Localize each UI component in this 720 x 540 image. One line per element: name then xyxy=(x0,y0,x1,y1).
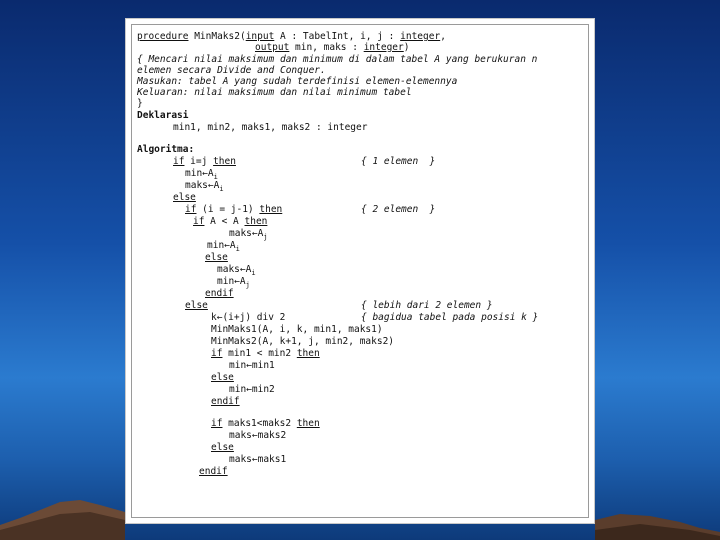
keyword-output: output xyxy=(255,42,290,53)
code-text: , xyxy=(440,31,446,42)
keyword-then: then xyxy=(296,418,320,429)
code-text: min←A xyxy=(217,276,246,287)
subscript: j xyxy=(245,280,250,289)
code-line-29: else xyxy=(211,372,234,383)
code-text: min1 < min2 xyxy=(222,348,297,359)
comment-4: { bagidua tabel pada posisi k } xyxy=(361,312,539,323)
code-line-35: maks←maks1 xyxy=(229,454,287,465)
code-text: min←A xyxy=(185,168,214,179)
code-line-4: elemen secara Divide and Conquer. xyxy=(137,65,326,76)
code-line-36: endif xyxy=(199,466,228,477)
keyword-then: then xyxy=(244,216,268,227)
code-line-32 xyxy=(211,418,320,429)
code-line-34: else xyxy=(211,442,234,453)
code-line-8: Deklarasi xyxy=(137,110,189,121)
keyword-if: if xyxy=(185,204,197,215)
code-line-31: endif xyxy=(211,396,240,407)
code-line-9: min1, min2, maks1, maks2 : integer xyxy=(173,122,368,133)
comment-3: { lebih dari 2 elemen } xyxy=(361,300,493,311)
subscript: i xyxy=(251,268,256,277)
code-text: ) xyxy=(403,42,410,53)
code-line-6: Keluaran: nilai maksimum dan nilai minimum tabel xyxy=(137,87,412,98)
subscript: i xyxy=(235,244,240,253)
keyword-integer: integer xyxy=(400,31,441,42)
comment-2: { 2 elemen } xyxy=(361,204,436,215)
code-text: min, maks : xyxy=(289,42,364,53)
keyword-then: then xyxy=(259,204,283,215)
code-line-27 xyxy=(211,348,320,359)
code-text: A < A xyxy=(204,216,245,227)
code-text: maks←A xyxy=(185,180,220,191)
code-line-15 xyxy=(185,204,282,215)
keyword-integer: integer xyxy=(363,42,404,53)
keyword-input: input xyxy=(245,31,275,42)
code-text: maks←A xyxy=(229,228,264,239)
code-line-33: maks←maks2 xyxy=(229,430,287,441)
code-line-14: else xyxy=(173,192,196,203)
code-text: MinMaks2( xyxy=(188,31,246,42)
keyword-if: if xyxy=(211,348,223,359)
subscript: i xyxy=(219,184,224,193)
document-page xyxy=(125,18,595,524)
keyword-if: if xyxy=(211,418,223,429)
comment-1: { 1 elemen } xyxy=(361,156,436,167)
code-line-26: MinMaks2(A, k+1, j, min2, maks2) xyxy=(211,336,395,347)
code-line-5: Masukan: tabel A yang sudah terdefinisi elemen-elemennya xyxy=(137,76,458,87)
code-line-25: MinMaks1(A, i, k, min1, maks1) xyxy=(211,324,383,335)
code-line-22: endif xyxy=(205,288,234,299)
code-line-19: else xyxy=(205,252,228,263)
code-line-3: { Mencari nilai maksimum dan minimum di dalam tabel A yang berukuran n xyxy=(137,54,538,65)
code-text: min←A xyxy=(207,240,236,251)
subscript: i xyxy=(213,172,218,181)
code-text: (i = j-1) xyxy=(196,204,260,215)
keyword-if: if xyxy=(173,156,185,167)
subscript: j xyxy=(263,232,268,241)
code-text: i=j xyxy=(184,156,214,167)
code-line-10: Algoritma: xyxy=(137,144,195,155)
code-text: A : TabelInt, i, j : xyxy=(274,31,401,42)
code-text: maks1<maks2 xyxy=(222,418,297,429)
keyword-if: if xyxy=(193,216,205,227)
code-listing xyxy=(125,18,595,524)
keyword-then: then xyxy=(213,156,236,167)
code-line-30: min←min2 xyxy=(229,384,275,395)
keyword-procedure: procedure xyxy=(137,31,189,42)
code-line-28: min←min1 xyxy=(229,360,275,371)
code-text: maks←A xyxy=(217,264,252,275)
code-line-24: k←(i+j) div 2 xyxy=(211,312,286,323)
code-line-11 xyxy=(173,156,236,167)
code-line-23: else xyxy=(185,300,208,311)
code-line-7: } xyxy=(137,98,143,109)
keyword-then: then xyxy=(296,348,320,359)
code-line-2 xyxy=(255,42,409,53)
code-line-1 xyxy=(137,31,446,42)
code-line-16 xyxy=(193,216,267,227)
